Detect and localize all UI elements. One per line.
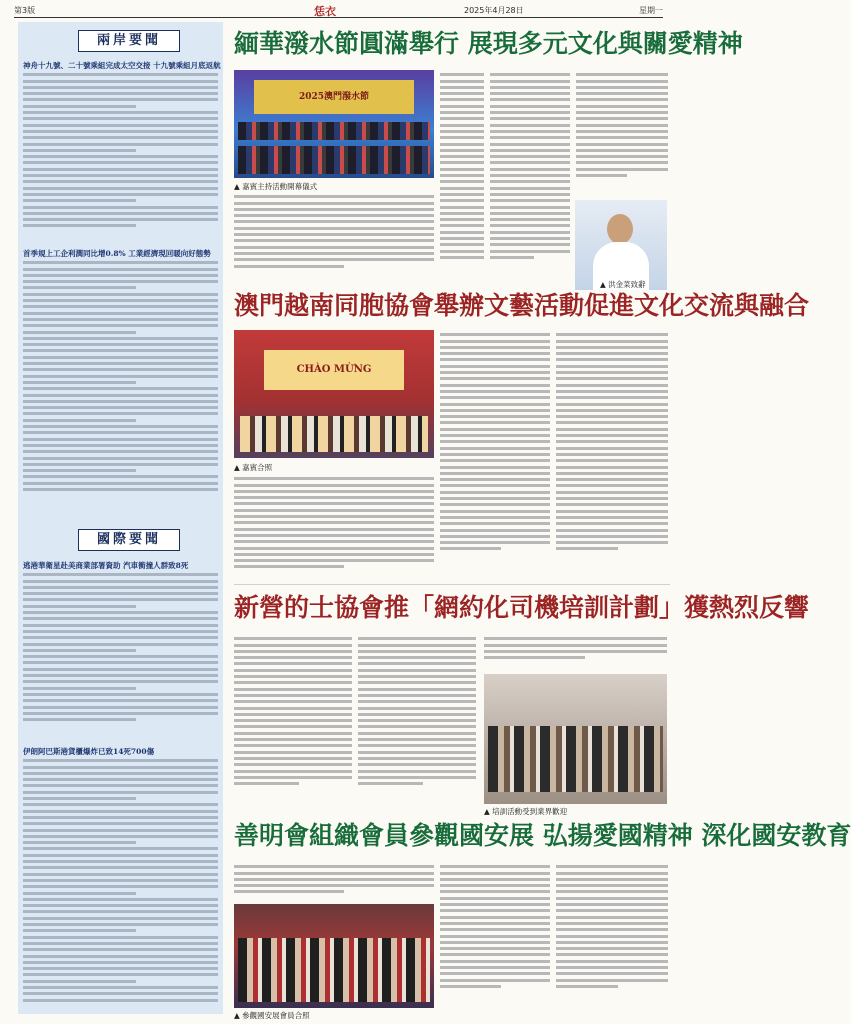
news-body: [23, 570, 218, 742]
header-rule: [14, 17, 663, 18]
article-body: [576, 70, 668, 196]
page-number: 第3版: [14, 6, 36, 15]
newspaper-name: 恁衣: [314, 5, 336, 18]
photo-caption: ▲ 培訓活動受到業界歡迎: [484, 807, 568, 816]
news-sidebar: [18, 22, 223, 1014]
stage-banner: CHÀO MỪNG: [264, 350, 404, 390]
article-body: [234, 474, 434, 582]
photo-caption: ▲ 嘉賓主持活動開幕儀式: [234, 182, 318, 191]
caption-text: 嘉賓合照: [242, 463, 273, 472]
article-body: [440, 70, 484, 280]
article-photo-members[interactable]: [234, 904, 434, 1008]
weekday: 星期一: [639, 6, 663, 15]
attendee-row: [488, 726, 663, 792]
group-row: [240, 416, 428, 452]
article-body: [484, 634, 667, 670]
news-headline[interactable]: 神舟十九號、二十號乘組完成太空交接 十九號乘組月底返航: [23, 61, 221, 70]
stage-screen: 2025澳門潑水節: [254, 80, 414, 114]
article-headline-vietnamese-association[interactable]: 澳門越南同胞協會舉辦文藝活動促進文化交流與融合: [234, 291, 810, 320]
article-photo-training[interactable]: [484, 674, 667, 804]
article-body: [234, 634, 352, 810]
news-headline[interactable]: 首季規上工企利潤同比增0.8% 工業經濟現回暖向好態勢: [23, 249, 211, 258]
news-body: [23, 756, 218, 1008]
article-body: [556, 330, 668, 582]
caption-text: 參觀國安展會員合照: [242, 1011, 310, 1020]
article-headline-taxi-association[interactable]: 新營的士協會推「網約化司機培訓計劃」獲熱烈反響: [234, 593, 810, 622]
caption-text: 培訓活動受到業界歡迎: [492, 807, 568, 816]
news-body: [23, 258, 218, 514]
audience-row: [238, 146, 430, 174]
article-body: [234, 862, 434, 902]
page-header: [14, 3, 663, 17]
article-body: [234, 192, 434, 280]
article-photo-speaker[interactable]: [575, 200, 667, 290]
caption-text: 洪金菜致辭: [608, 280, 646, 289]
photo-caption: ▲ 嘉賓合照: [234, 463, 273, 472]
article-photo-opening-ceremony[interactable]: [234, 70, 434, 178]
news-headline[interactable]: 逃港華衛星赴美商業部署資助 汽車衝撞人群致8死: [23, 561, 189, 570]
photo-caption: ▲ 參觀國安展會員合照: [234, 1011, 310, 1020]
caption-text: 嘉賓主持活動開幕儀式: [242, 182, 318, 191]
article-headline-water-festival[interactable]: 緬華潑水節圓滿舉行 展現多元文化與關愛精神: [234, 29, 743, 58]
article-photo-group[interactable]: [234, 330, 434, 458]
news-headline[interactable]: 伊朗阿巴斯港貨櫃爆炸已致14死700傷: [23, 747, 155, 756]
article-body: [440, 862, 550, 1012]
photo-caption: ▲ 洪金菜致辭: [600, 280, 646, 289]
article-body: [490, 70, 570, 280]
section-title-cross-strait: 兩岸要聞: [78, 30, 180, 52]
article-body: [358, 634, 476, 810]
article-headline-security-exhibition[interactable]: 善明會組織會員參觀國安展 弘揚愛國精神 深化國安教育: [234, 821, 851, 850]
speaker-head: [607, 214, 633, 244]
section-title-international: 國際要聞: [78, 529, 180, 551]
article-body: [556, 862, 668, 1012]
article-body: [440, 330, 550, 582]
news-body: [23, 70, 218, 245]
audience-row: [238, 122, 430, 140]
member-row: [238, 938, 430, 1002]
article-divider: [234, 584, 670, 585]
issue-date: 2025年4月28日: [464, 6, 524, 15]
